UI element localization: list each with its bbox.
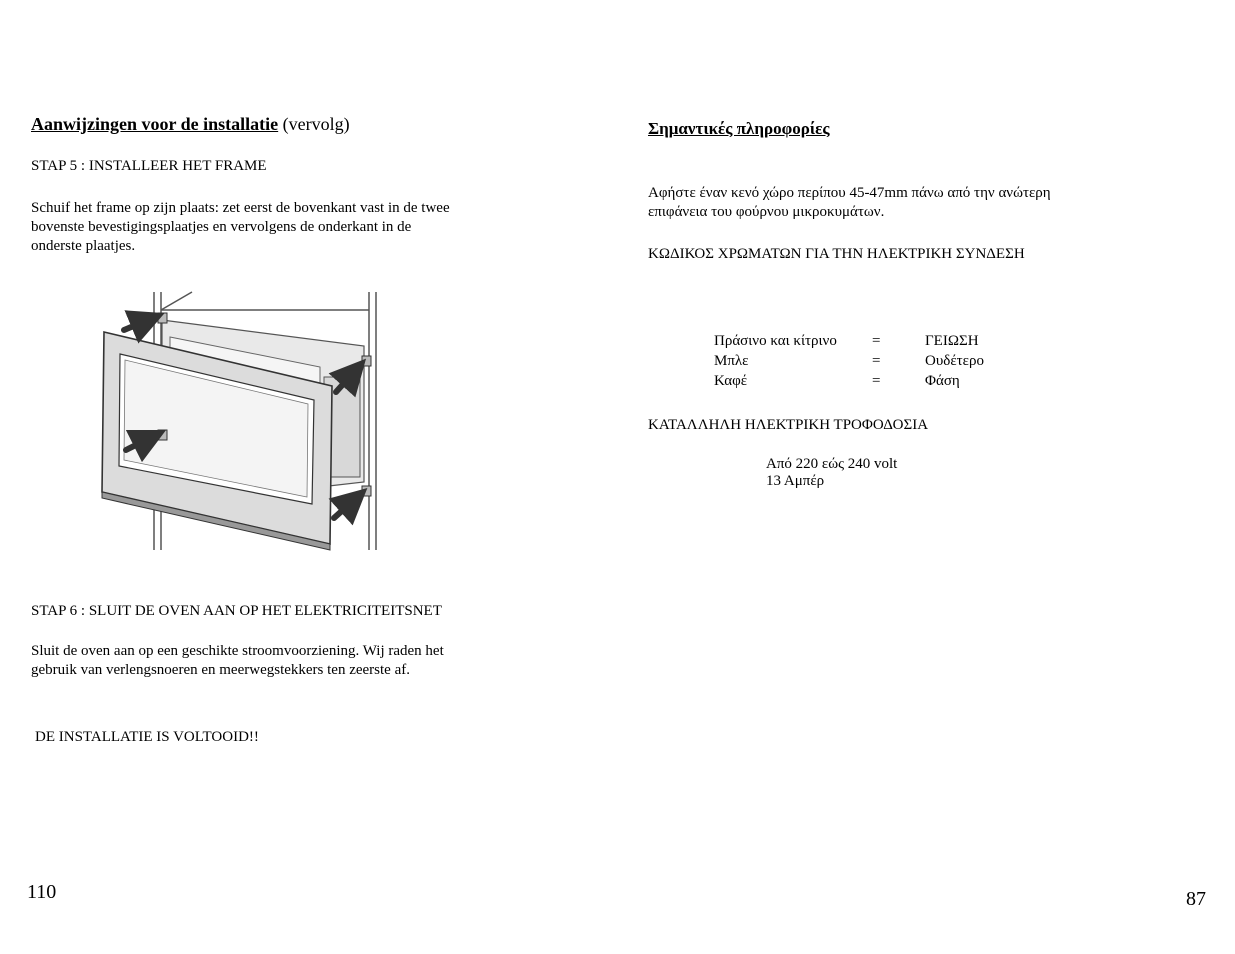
wire-color: Καφέ xyxy=(714,373,748,389)
power-supply-values xyxy=(766,455,897,491)
wire-meaning: Ουδέτερο xyxy=(925,353,984,369)
clearance-text xyxy=(648,184,1051,222)
step6-title: STAP 6 : SLUIT DE OVEN AAN OP HET ELEKTRICITEITSNET xyxy=(31,603,442,619)
equals-sign: = xyxy=(872,373,881,389)
equals-sign: = xyxy=(872,353,881,369)
clearance-line: επιφάνεια του φούρνου μικροκυμάτων. xyxy=(648,204,885,220)
clearance-line: Αφήστε έναν κενό χώρο περίπου 45-47mm πάνω από την ανώτερη xyxy=(648,185,1051,201)
equals-sign: = xyxy=(872,333,881,349)
left-page-number: 110 xyxy=(27,881,57,903)
amperage: 13 Αμπέρ xyxy=(766,473,825,489)
wire-meaning: ΓΕΙΩΣΗ xyxy=(925,333,979,349)
color-code-title: ΚΩΔΙΚΟΣ ΧΡΩΜΑΤΩΝ ΓΙΑ ΤΗΝ ΗΛΕΚΤΡΙΚΗ ΣΥΝΔΕΣΗ xyxy=(648,246,1025,262)
wire-color: Μπλε xyxy=(714,353,749,369)
step5-title: STAP 5 : INSTALLEER HET FRAME xyxy=(31,158,267,174)
step6-line: Sluit de oven aan op een geschikte stroomvoorziening. Wij raden het xyxy=(31,643,444,659)
heading-title: Aanwijzingen voor de installatie xyxy=(31,114,279,134)
step5-text xyxy=(31,199,521,256)
step6-text xyxy=(31,642,521,680)
step5-line: bovenste bevestigingsplaatjes en vervolgens de onderkant in de xyxy=(31,219,412,235)
frame-installation-illustration xyxy=(92,282,397,554)
step5-line: onderste plaatjes. xyxy=(31,238,136,254)
step5-line: Schuif het frame op zijn plaats: zet eerst de bovenkant vast in de twee xyxy=(31,200,450,216)
right-page-number: 87 xyxy=(1186,888,1206,910)
heading-suffix: (vervolg) xyxy=(278,114,350,134)
left-page-heading xyxy=(31,113,350,135)
right-page-heading: Σημαντικές πληροφορίες xyxy=(648,119,830,138)
step6-line: gebruik van verlengsnoeren en meerwegstekkers ten zeerste af. xyxy=(31,662,410,678)
power-supply-title: ΚΑΤΑΛΛΗΛΗ ΗΛΕΚΤΡΙΚΗ ΤΡΟΦΟΔΟΣΙΑ xyxy=(648,417,929,433)
installation-complete: DE INSTALLATIE IS VOLTOOID!! xyxy=(35,729,259,745)
voltage-range: Από 220 εώς 240 volt xyxy=(766,456,898,472)
wire-color: Πράσινο και κίτρινο xyxy=(714,333,837,349)
wire-meaning: Φάση xyxy=(925,373,960,389)
